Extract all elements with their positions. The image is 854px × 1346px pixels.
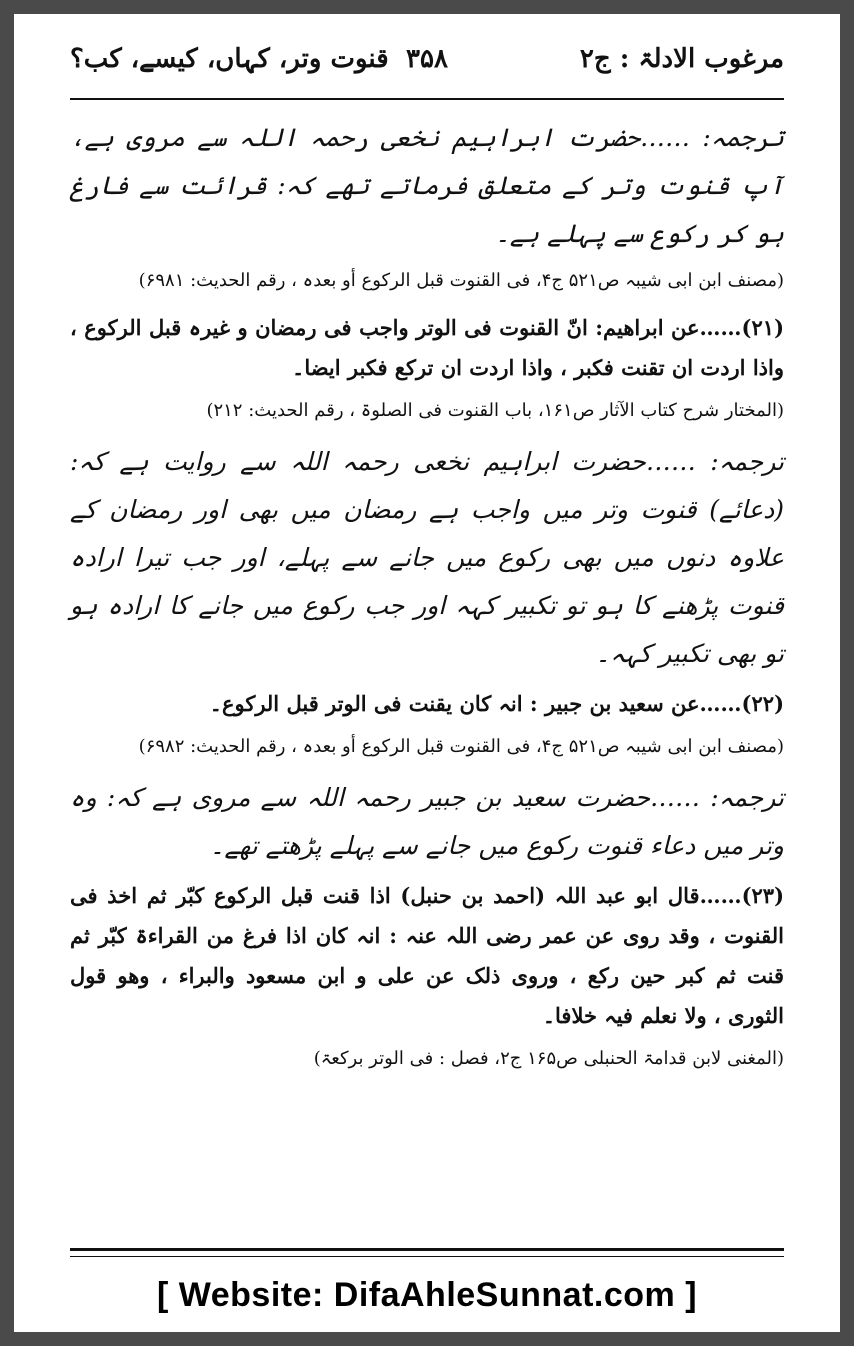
page-header	[70, 44, 784, 88]
reference-citation: (المختار شرح کتاب الآثار ص۱۶۱، باب القنوت فی الصلوۃ ، رقم الحدیث: ۲۱۲)	[206, 400, 784, 421]
arabic-hadith: (۲۳)……قال ابو عبد اللہ (احمد بن حنبل) اذا قنت قبل الرکوع کبّر ثم اخذ فی القنوت ، وقد روی عن عمر رضی اللہ عنہ : انہ کان اذا فرغ من القراءۃ کبّر ثم قنت ثم کبر حین رکع ، وروی ذلک عن علی و ابن مسعود والبراء ، وھو قول الثوری ، ولا نعلم فیہ خلافا۔	[70, 883, 784, 1028]
chapter-title: قنوت وتر، کہاں، کیسے، کب؟	[70, 44, 389, 74]
document-page	[14, 14, 840, 1332]
book-title: مرغوب الادلۃ : ج۲	[579, 44, 784, 74]
header-divider	[70, 98, 784, 100]
reference-citation: (المغنی لابن قدامۃ الحنبلی ص۱۶۵ ج۲، فصل : فی الوتر برکعۃ)	[313, 1048, 784, 1069]
reference-citation: (مصنف ابن ابی شیبہ ص۵۲۱ ج۴، فی القنوت قبل الرکوع أو بعدہ ، رقم الحدیث: ۶۹۸۲)	[138, 736, 784, 757]
translation-paragraph: ترجمہ: ……حضرت سعید بن جبیر رحمہ اللہ سے مروی ہے کہ: وہ وتر میں دعاء قنوت رکوع میں جانے سے پہلے پڑھتے تھے۔	[70, 783, 784, 860]
arabic-hadith: (۲۱)……عن ابراھیم: انّ القنوت فی الوتر واجب فی رمضان و غیرہ قبل الرکوع ، واذا اردت ان تقنت فکبر ، واذا اردت ان ترکع فکبر ایضا۔	[70, 315, 784, 380]
footer-divider-thin	[70, 1256, 784, 1257]
arabic-hadith: (۲۲)……عن سعید بن جبیر : انہ کان یقنت فی الوتر قبل الرکوع۔	[209, 691, 784, 716]
reference-citation: (مصنف ابن ابی شیبہ ص۵۲۱ ج۴، فی القنوت قبل الرکوع أو بعدہ ، رقم الحدیث: ۶۹۸۱)	[138, 270, 784, 291]
website-footer: [ Website: DifaAhleSunnat.com ]	[156, 1276, 698, 1314]
footer-divider	[70, 1248, 784, 1251]
translation-paragraph: ترجمہ: ……حضرت ابراہیم نخعی رحمہ اللہ سے روایت ہے کہ: (دعائے) قنوت وتر میں واجب ہے رمضان میں بھی اور رمضان کے علاوہ دنوں میں بھی رکوع میں جانے سے پہلے، اور جب تیرا ارادہ قنوت پڑھنے کا ہو تو تکبیر کہہ اور جب رکوع میں جانے کا ارادہ ہو تو بھی تکبیر کہہ۔	[70, 447, 784, 668]
page-body	[70, 114, 784, 1086]
page-number: ۳۵۸	[406, 44, 448, 74]
translation-paragraph: ترجمہ: ……حضرت ابراہیم نخعی رحمہ اللہ سے مروی ہے، آپ قنوت وتر کے متعلق فرماتے تھے کہ: قرائت سے فارغ ہو کر رکوع سے پہلے ہے۔	[70, 123, 784, 248]
